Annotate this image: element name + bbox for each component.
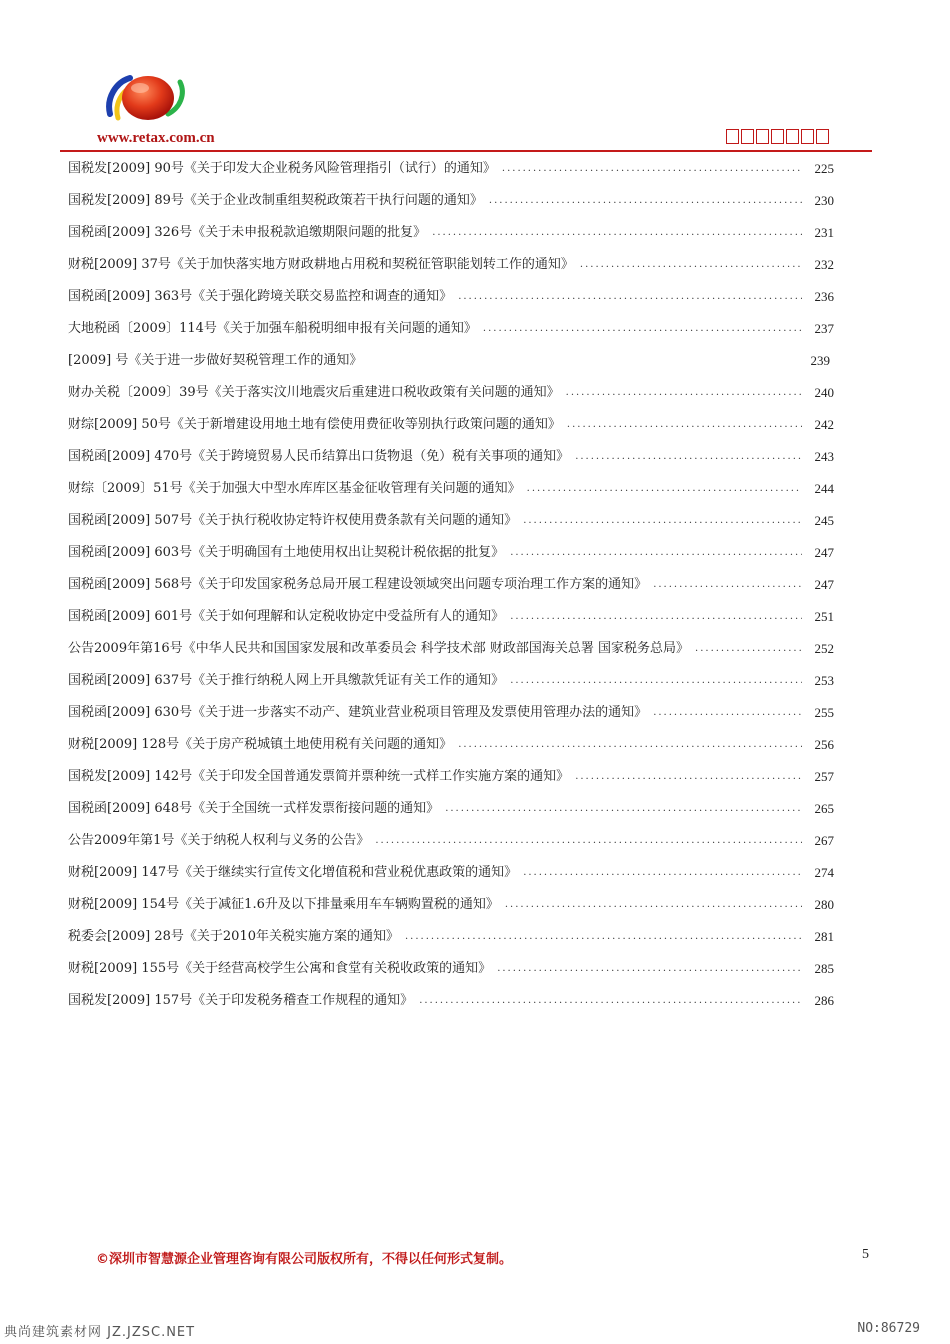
toc-entry-title: 国税发[2009] 90号《关于印发大企业税务风险管理指引（试行）的通知》 — [68, 161, 496, 176]
toc-entry-title: 国税函[2009] 603号《关于明确国有土地使用权出让契税计税依据的批复》 — [68, 545, 505, 560]
toc-entry-title: 税委会[2009] 28号《关于2010年关税实施方案的通知》 — [68, 929, 399, 944]
toc-leader-dots — [653, 577, 802, 593]
toc-entry-title: 财税[2009] 147号《关于继续实行宣传文化增值税和营业税优惠政策的通知》 — [68, 865, 518, 880]
toc-leader-dots — [695, 641, 802, 657]
retax-globe-logo-icon — [104, 68, 188, 128]
toc-entry[interactable] — [68, 697, 834, 729]
toc-entry[interactable] — [68, 569, 834, 601]
toc-entry-page: 240 — [814, 385, 834, 400]
toc-entry[interactable] — [68, 921, 834, 953]
toc-entry-title: 国税发[2009] 157号《关于印发税务稽查工作规程的通知》 — [68, 993, 414, 1008]
toc-entry-page: 230 — [814, 193, 834, 208]
toc-leader-dots — [458, 737, 802, 753]
toc-entry-title: 国税发[2009] 89号《关于企业改制重组契税政策若干执行问题的通知》 — [68, 193, 483, 208]
toc-entry-page: 265 — [814, 801, 834, 816]
toc-entry[interactable] — [68, 185, 834, 217]
toc-leader-dots — [527, 481, 802, 497]
toc-leader-dots — [510, 545, 802, 561]
toc-leader-dots — [432, 225, 802, 241]
toc-entry[interactable] — [68, 249, 834, 281]
page-number: 5 — [862, 1247, 869, 1262]
header-box — [771, 129, 784, 144]
toc-entry[interactable] — [68, 857, 834, 889]
toc-entry-title: 财办关税〔2009〕39号《关于落实汶川地震灾后重建进口税收政策有关问题的通知》 — [68, 385, 560, 400]
toc-leader-dots — [575, 769, 802, 785]
toc-leader-dots — [653, 705, 802, 721]
toc-entry[interactable] — [68, 889, 834, 921]
toc-leader-dots — [489, 193, 802, 209]
toc-entry-page: 267 — [814, 833, 834, 848]
toc-entry-title: 国税函[2009] 648号《关于全国统一式样发票衔接问题的通知》 — [68, 801, 440, 816]
toc-entry[interactable] — [68, 825, 834, 857]
toc-leader-dots — [510, 673, 802, 689]
toc-entry-page: 232 — [814, 257, 834, 272]
toc-entry-page: 253 — [814, 673, 834, 688]
toc-entry-title: 财税[2009] 37号《关于加快落实地方财政耕地占用税和契税征管职能划转工作的通知》 — [68, 257, 574, 272]
toc-entry[interactable] — [68, 601, 834, 633]
toc-entry-page: 244 — [814, 481, 834, 496]
toc-entry-title: 财综[2009] 50号《关于新增建设用地土地有偿使用费征收等别执行政策问题的通知》 — [68, 417, 561, 432]
toc-entry-title: 国税函[2009] 601号《关于如何理解和认定税收协定中受益所有人的通知》 — [68, 609, 505, 624]
toc-entry[interactable] — [68, 313, 834, 345]
toc-leader-dots — [458, 289, 802, 305]
toc-entry[interactable] — [68, 281, 834, 313]
toc-leader-dots — [502, 161, 802, 177]
toc-entry-page: 225 — [814, 161, 834, 176]
toc-entry-page: 242 — [814, 417, 834, 432]
toc-entry-page: 247 — [814, 545, 834, 560]
toc-entry-page: 252 — [814, 641, 834, 656]
toc-entry-title: 财综〔2009〕51号《关于加强大中型水库库区基金征收管理有关问题的通知》 — [68, 481, 521, 496]
toc-entry[interactable] — [68, 217, 834, 249]
toc-entry[interactable] — [68, 985, 834, 1017]
toc-leader-dots — [510, 609, 802, 625]
toc-entry-title: 公告2009年第16号《中华人民共和国国家发展和改革委员会 科学技术部 财政部国海关总署 国家税务总局》 — [68, 641, 690, 656]
header-box — [786, 129, 799, 144]
header-box — [801, 129, 814, 144]
toc-entry[interactable] — [68, 537, 834, 569]
toc-leader-dots — [505, 897, 802, 913]
toc-entry[interactable] — [68, 377, 834, 409]
toc-entry-title: 公告2009年第1号《关于纳税人权利与义务的公告》 — [68, 833, 370, 848]
toc-entry-title: 国税函[2009] 637号《关于推行纳税人网上开具缴款凭证有关工作的通知》 — [68, 673, 505, 688]
toc-entry[interactable] — [68, 729, 834, 761]
toc-entry[interactable] — [68, 633, 834, 665]
toc-entry-page: 251 — [814, 609, 834, 624]
toc-leader-dots — [567, 417, 802, 433]
toc-entry-page: 236 — [814, 289, 834, 304]
toc-entry-page: 243 — [814, 449, 834, 464]
toc-entry-title: 国税函[2009] 363号《关于强化跨境关联交易监控和调查的通知》 — [68, 289, 453, 304]
toc-entry-page: 286 — [814, 993, 834, 1008]
header-box — [756, 129, 769, 144]
toc-entry-page: 247 — [814, 577, 834, 592]
toc-entry[interactable] — [68, 441, 834, 473]
toc-entry-title: 财税[2009] 128号《关于房产税城镇土地使用税有关问题的通知》 — [68, 737, 453, 752]
toc-leader-dots — [497, 961, 802, 977]
toc-leader-dots — [483, 321, 802, 337]
toc-entry-title: 国税发[2009] 142号《关于印发全国普通发票简并票种统一式样工作实施方案的通知》 — [68, 769, 570, 784]
toc-entry-page: 256 — [814, 737, 834, 752]
toc-entry[interactable] — [68, 761, 834, 793]
toc-entry[interactable] — [68, 665, 834, 697]
toc-entry-page: 281 — [814, 929, 834, 944]
toc-entry-page: 280 — [814, 897, 834, 912]
header-box — [816, 129, 829, 144]
toc-entry-title: [2009] 号《关于进一步做好契税管理工作的通知》 — [68, 353, 363, 368]
toc-leader-dots — [523, 513, 802, 529]
toc-leader-dots — [566, 385, 802, 401]
toc-entry[interactable] — [68, 409, 834, 441]
site-url[interactable]: www.retax.com.cn — [97, 130, 215, 146]
toc-entry-page: 237 — [814, 321, 834, 336]
toc-entry-page: 239 — [810, 353, 830, 368]
toc-leader-dots — [445, 801, 802, 817]
toc-entry[interactable] — [68, 153, 834, 185]
header-divider — [60, 150, 872, 152]
toc-entry-page: 231 — [814, 225, 834, 240]
watermark-right: NO:86729 — [857, 1321, 920, 1336]
toc-entry-title: 国税函[2009] 326号《关于未申报税款追缴期限问题的批复》 — [68, 225, 427, 240]
toc-entry-page: 255 — [814, 705, 834, 720]
toc-leader-dots — [405, 929, 802, 945]
watermark-left: 典尚建筑素材网 JZ.JZSC.NET — [4, 1325, 196, 1340]
toc-entry[interactable] — [68, 505, 834, 537]
toc-entry-page: 285 — [814, 961, 834, 976]
toc-entry-title: 国税函[2009] 507号《关于执行税收协定特许权使用费条款有关问题的通知》 — [68, 513, 518, 528]
toc-entry-title: 国税函[2009] 470号《关于跨境贸易人民币结算出口货物退（免）税有关事项的通知》 — [68, 449, 570, 464]
toc-entry-title: 大地税函〔2009〕114号《关于加强车船税明细申报有关问题的通知》 — [68, 321, 477, 336]
toc-leader-dots — [419, 993, 802, 1009]
toc-entry[interactable] — [68, 345, 834, 377]
toc-entry-title: 国税函[2009] 630号《关于进一步落实不动产、建筑业营业税项目管理及发票使用管理办法的通知》 — [68, 705, 648, 720]
toc-entry[interactable] — [68, 793, 834, 825]
toc-entry-title: 财税[2009] 155号《关于经营高校学生公寓和食堂有关税收政策的通知》 — [68, 961, 492, 976]
header-placeholder-boxes — [726, 129, 829, 144]
copyright-notice: ©深圳市智慧源企业管理咨询有限公司版权所有，不得以任何形式复制。 — [96, 1252, 513, 1267]
toc-entry-title: 国税函[2009] 568号《关于印发国家税务总局开展工程建设领域突出问题专项治理工作方案的通知》 — [68, 577, 648, 592]
toc-leader-dots — [523, 865, 802, 881]
toc-entry-page: 274 — [814, 865, 834, 880]
toc-entry-title: 财税[2009] 154号《关于减征1.6升及以下排量乘用车车辆购置税的通知》 — [68, 897, 499, 912]
toc-leader-dots — [375, 833, 802, 849]
toc-leader-dots — [575, 449, 802, 465]
header-box — [726, 129, 739, 144]
header-box — [741, 129, 754, 144]
toc-entry[interactable] — [68, 473, 834, 505]
toc-entry[interactable] — [68, 953, 834, 985]
table-of-contents — [68, 153, 834, 1017]
toc-entry-page: 257 — [814, 769, 834, 784]
toc-entry-page: 245 — [814, 513, 834, 528]
toc-leader-dots — [580, 257, 802, 273]
